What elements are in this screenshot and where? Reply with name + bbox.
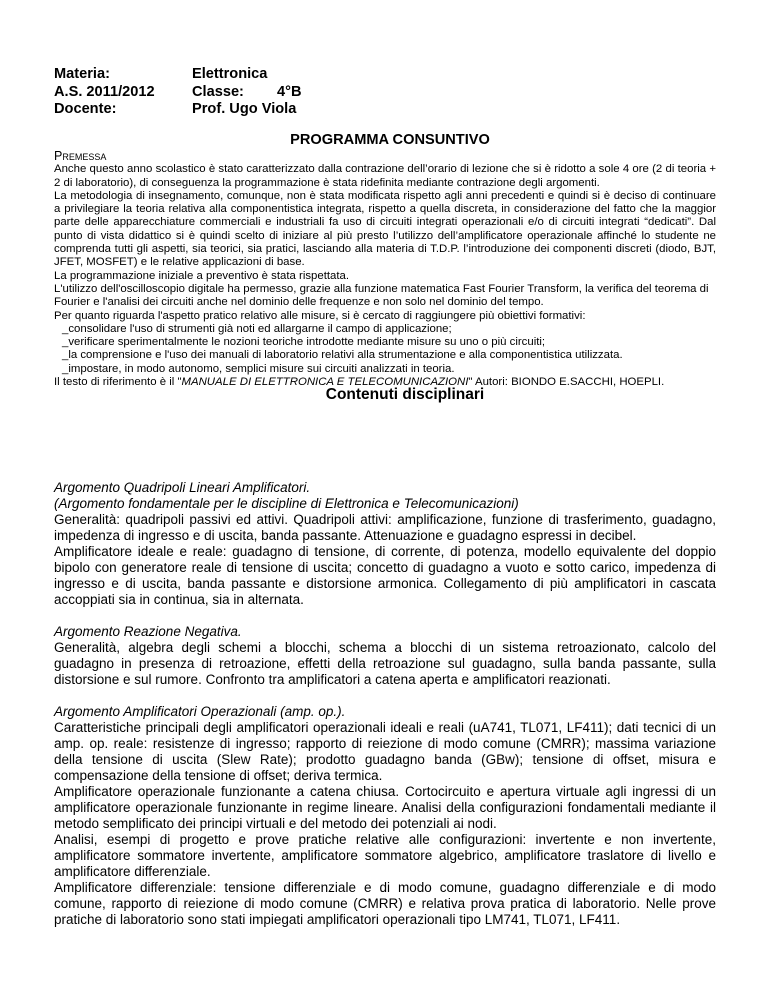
- premessa-paragraph-1: Anche questo anno scolastico è stato caratterizzato dalla contrazione dell’orario di lezione che si è ridotto a sole 4 ore (2 di teoria + 2 di laboratorio), di conseguenza la programmazione è stata ridefinita mediante contrazione degli argomenti.: [54, 163, 716, 189]
- materia-label: Materia:: [54, 66, 110, 82]
- contenuti-section: [54, 480, 716, 928]
- reference-prefix: Il testo di riferimento è il ": [54, 376, 182, 389]
- docente-value: Prof. Ugo Viola: [192, 101, 297, 117]
- list-item: _verificare sperimentalmente le nozioni teoriche introdotte mediante misure su uno o più circuiti;: [62, 336, 546, 349]
- argomento-3-paragraph-1: Caratteristiche principali degli amplificatori operazionali ideali e reali (uA741, TL071, LF411); dati tecnici di un amp. op. reale: resistenze di ingresso; rapporto di reiezione di modo comune (CMRR); massima variazione della tensione di uscita (Slew Rate); prodotto guadagno banda (GBw); tensione di offset, misura e compensazione della tensione di offset; deriva termica.: [54, 720, 716, 783]
- premessa-paragraph-2: La metodologia di insegnamento, comunque, non è stata modificata rispetto agli anni precedenti e quindi si è deciso di continuare a privilegiare la teoria relativa alla componentistica integrata, rispetto a quella discreta, in considerazione del fatto che la maggior parte delle apparecchiature commerciali e industriali fa uso di circuiti integrati operazionali e/o di circuiti integrati “dedicati”. Dal punto di vista didattico si è quindi scelto di iniziare al più presto l’utilizzo dell’amplificatore operazionale affinché lo studente ne comprenda tutti gli aspetti, sia teorici, sia pratici, lasciando alla materia di T.D.P. l’introduzione dei componenti discreti (diodo, BJT, JFET, MOSFET) e le relative applicazioni di base.: [54, 189, 716, 269]
- argomento-1-title: Argomento Quadripoli Lineari Amplificatori.: [54, 480, 311, 495]
- argomento-1-paragraph-1: Generalità: quadripoli passivi ed attivi. Quadripoli attivi: amplificazione, funzione di trasferimento, guadagno, impedenza di ingresso e di uscita, banda passante. Attenuazione e guadagno espressi in decibel.: [54, 512, 716, 543]
- list-item: _impostare, in modo autonomo, semplici misure sui circuiti analizzati in teoria.: [62, 362, 455, 375]
- classe-label: Classe:: [192, 83, 244, 100]
- objectives-list: [54, 323, 716, 376]
- argomento-3-paragraph-2: Amplificatore operazionale funzionante a catena chiusa. Cortocircuito e apertura virtuale agli ingressi di un amplificatore operazionale funzionante in regime lineare. Analisi della configurazioni fondamentali mediante il metodo semplificato dei principi virtuali e del metodo dei potenziali ai nodi.: [54, 784, 716, 831]
- premessa-paragraph-5: Per quanto riguarda l'aspetto pratico relativo alle misure, si è cercato di raggiungere più obiettivi formativi:: [54, 309, 586, 322]
- argomento-2-title: Argomento Reazione Negativa.: [54, 624, 242, 639]
- argomento-3-paragraph-4: Amplificatore differenziale: tensione differenziale e di modo comune, guadagno differenziale e di modo comune, rapporto di reiezione di modo comune (CMRR) e relativa prova pratica di laboratorio. Nelle prove pratiche di laboratorio sono stati impiegati amplificatori operazionali tipo LM741, TL071, LF411.: [54, 880, 716, 927]
- premessa-paragraph-4: L'utilizzo dell'oscilloscopio digitale ha permesso, grazie alla funzione matematica Fast Fourier Transform, la verifica del teorema di Fourier e l'analisi dei circuiti anche nel dominio delle frequenze e non solo nel dominio del tempo.: [54, 282, 709, 309]
- header-block: [54, 66, 302, 119]
- argomento-1-subtitle: (Argomento fondamentale per le discipline di Elettronica e Telecomunicazioni): [54, 496, 519, 511]
- premessa-heading: Premessa: [54, 149, 107, 163]
- docente-label: Docente:: [54, 101, 117, 117]
- anno-scolastico: A.S. 2011/2012: [54, 83, 155, 100]
- argomento-3-paragraph-3: Analisi, esempi di progetto e prove pratiche relative alle configurazioni: invertente e non invertente, amplificatore sommatore invertente, amplificatore sommatore algebrico, amplificatore traslatore di livello e amplificatore differenziale.: [54, 832, 716, 879]
- reference-suffix: " Autori: BIONDO E.SACCHI, HOEPLI.: [468, 376, 665, 389]
- argomento-1-paragraph-2: Amplificatore ideale e reale: guadagno di tensione, di corrente, di potenza, modello equivalente del doppio bipolo con generatore reale di tensione di uscita; concetto di guadagno a vuoto e sotto carico, impedenza di ingresso e di uscita, banda passante e distorsione armonica. Collegamento di più amplificatori in cascata accoppiati sia in continua, sia in alternata.: [54, 544, 716, 607]
- premessa-paragraph-3: La programmazione iniziale a preventivo è stata rispettata.: [54, 269, 350, 282]
- argomento-3-title: Argomento Amplificatori Operazionali (amp. op.).: [54, 704, 346, 719]
- premessa-section: [54, 150, 716, 404]
- page-title: PROGRAMMA CONSUNTIVO: [290, 132, 490, 148]
- argomento-2-paragraph-1: Generalità, algebra degli schemi a blocchi, schema a blocchi di un sistema retroazionato, calcolo del guadagno in presenza di retroazione, effetti della retroazione sul guadagno, sulla banda passante, sulla distorsione e sul rumore. Confronto tra amplificatori a catena aperta e amplificatori reazionati.: [54, 640, 716, 687]
- classe-value: 4°B: [277, 83, 302, 100]
- contenuti-heading: Contenuti disciplinari: [325, 386, 485, 404]
- list-item: _consolidare l'uso di strumenti già noti ed allargarne il campo di applicazione;: [62, 322, 452, 335]
- materia-value: Elettronica: [192, 66, 268, 82]
- list-item: _la comprensione e l'uso dei manuali di laboratorio relativi alla strumentazione e alla componentistica utilizzata.: [62, 349, 623, 362]
- reference-book-title: MANUALE DI ELETTRONICA E TELECOMUNICAZIONI: [181, 376, 469, 389]
